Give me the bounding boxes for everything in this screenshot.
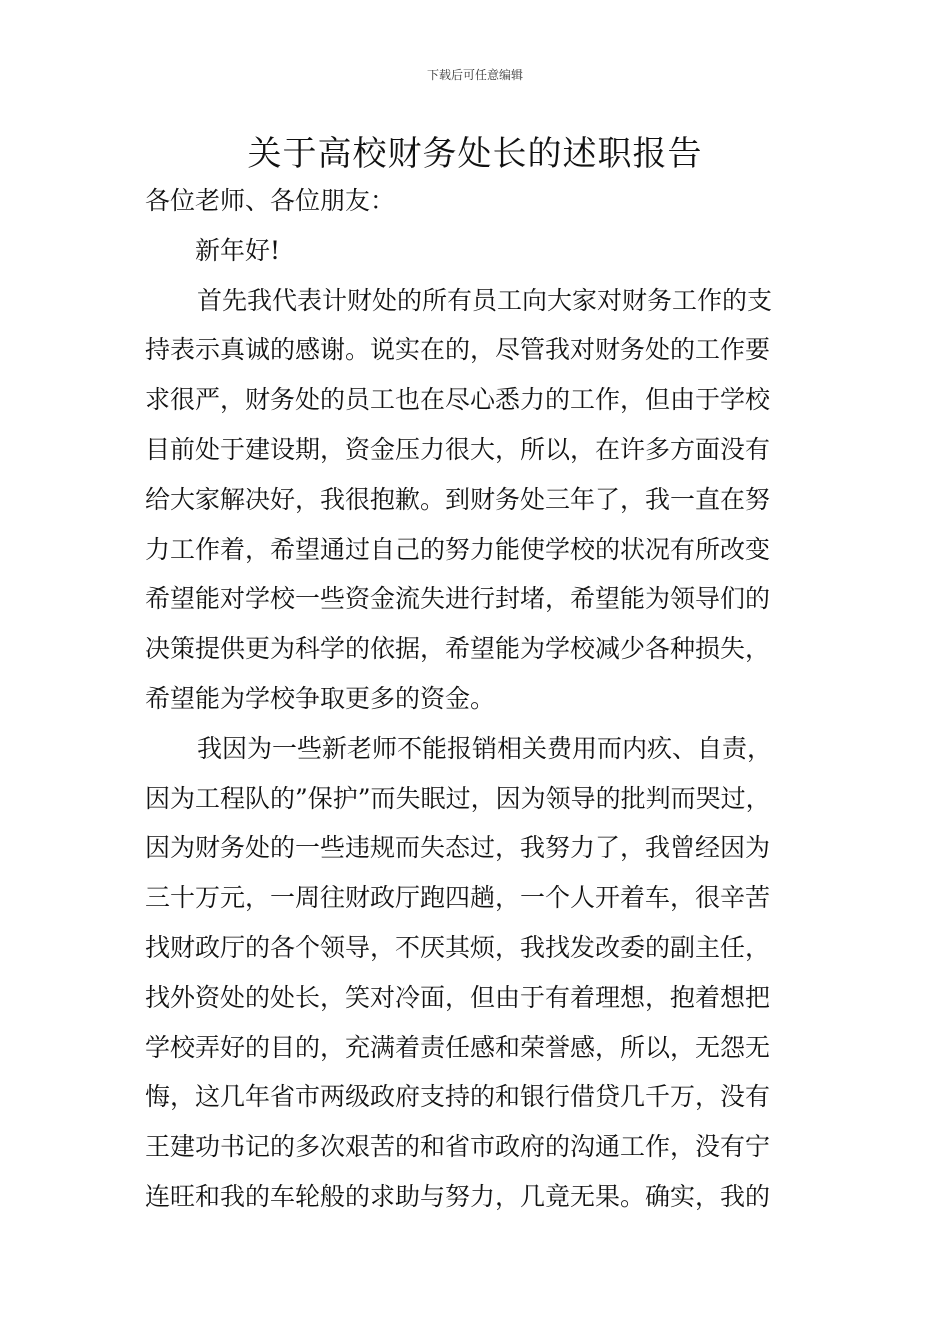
paragraph-line: 力工作着，希望通过自己的努力能使学校的状况有所改变 <box>145 534 771 564</box>
paragraph-line: 首先我代表计财处的所有员工向大家对财务工作的支 <box>197 285 773 315</box>
paragraph-line: 连旺和我的车轮般的求助与努力，几竟无果。确实，我的 <box>145 1181 771 1211</box>
paragraph-line: 学校弄好的目的，充满着责任感和荣誉感，所以，无怨无 <box>145 1032 771 1062</box>
paragraph-line: 持表示真诚的感谢。说实在的，尽管我对财务处的工作要 <box>145 335 771 365</box>
header-note: 下载后可任意编辑 <box>426 68 523 82</box>
paragraph-line: 我因为一些新老师不能报销相关费用而内疚、自责， <box>197 733 773 763</box>
document-title: 关于高校财务处长的述职报告 <box>247 134 703 174</box>
paragraph-line: 目前处于建设期，资金压力很大，所以，在许多方面没有 <box>145 434 771 464</box>
paragraph-line: 希望能对学校一些资金流失进行封堵，希望能为领导们的 <box>145 584 771 614</box>
paragraph-line: 悔，这几年省市两级政府支持的和银行借贷几千万，没有 <box>145 1082 771 1112</box>
paragraph-1 <box>145 276 825 724</box>
greeting: 新年好! <box>195 235 281 265</box>
paragraph-line: 决策提供更为科学的依据，希望能为学校减少各种损失， <box>145 634 771 664</box>
paragraph-2 <box>145 724 825 1222</box>
document-body <box>145 176 825 1222</box>
paragraph-line: 因为财务处的一些违规而失态过，我努力了，我曾经因为 <box>145 833 771 863</box>
paragraph-line: 找外资处的处长，笑对冷面，但由于有着理想，抱着想把 <box>145 982 771 1012</box>
paragraph-line: 因为工程队的”保护”而失眠过，因为领导的批判而哭过， <box>145 783 771 813</box>
paragraph-line: 三十万元，一周往财政厅跑四趟，一个人开着车，很辛苦 <box>145 883 771 913</box>
paragraph-line: 求很严，财务处的员工也在尽心悉力的工作，但由于学校 <box>145 385 771 415</box>
paragraph-line: 找财政厅的各个领导，不厌其烦，我找发改委的副主任， <box>145 932 771 962</box>
paragraph-line: 希望能为学校争取更多的资金。 <box>145 683 496 713</box>
paragraph-line: 王建功书记的多次艰苦的和省市政府的沟通工作，没有宁 <box>145 1132 771 1162</box>
salutation: 各位老师、各位朋友： <box>145 186 396 215</box>
paragraph-line: 给大家解决好，我很抱歉。到财务处三年了，我一直在努 <box>145 484 771 514</box>
